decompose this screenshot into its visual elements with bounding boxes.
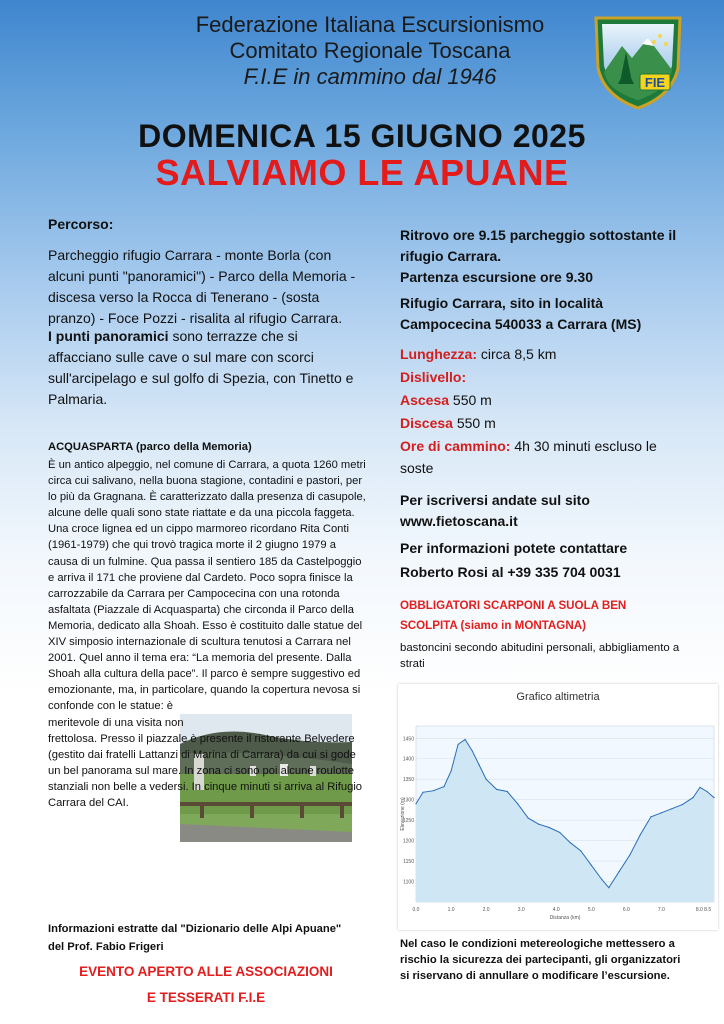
elevation-point: [496, 789, 497, 790]
logo-text: FIE: [644, 75, 666, 90]
y-tick-label: 1100: [403, 879, 414, 886]
elevation-point: [682, 804, 683, 805]
dislivello-label: Dislivello:: [400, 369, 467, 385]
punti-text: sono terrazze che si affacciano sulle cave o sul mare con scorci sull'arcipelago e sul golfo di Spezia, con Tinetto e Palmaria.: [48, 328, 354, 407]
info-line1: Per informazioni potete contattare: [400, 540, 628, 556]
acquasparta-body: È un antico alpeggio, nel comune di Carrara, a quota 1260 metri circa cui salivano, nella buona stagione, contadini e pastori, per lo più da Gragnana. È caratterizzato dalla presenza di casupole, alcune delle quali sono state riattate e da una piccola faggeta. Una croce lignea ed un cippo marmoreo ricordano Rita Conti (1961-1979) che qui trovò tragica morte il 2 giugno 1979 a causa di un fulmine. Qua passa il sentiero 185 da Castelpoggio e arriva il 171 che proviene dal Cardeto. Poco sopra finisce la carrozzabile da Carrara per Campocecina con una rotonda asfaltata (Piazzale di Acquasparta) che circonda il Parco della Memoria, dedicato alla Shoah. Esso è costituito dalle statue del XIV simposio internazionale di scultura tenutosi a Carrara nel 2001. Quel anno il tema era: “La memoria del presente. Dalla Shoah alla cultura della pace”. Il parco è sempre suggestivo ed emozionante, ma, in particolare, quando la copertura nevosa si confonde con le statue: è meritevole di una visita non frettolosa. Presso il piazzale è presente il ristorante Belvedere (gestito dai fratelli Lattanzi di Marina di Carrara) da cui si gode un bel panorama sul mare. In zona ci sono poi alcune roulotte stanziali non belle a vedersi. In cinque minuti si arriva al Rifugio Carrara del CAI.: [48, 459, 366, 809]
y-axis-label: Elevazione (m): [400, 797, 406, 831]
elevation-point: [671, 808, 672, 809]
elevation-point: [580, 850, 581, 851]
chart-title: Grafico altimetria: [516, 691, 600, 703]
elevation-point: [650, 816, 651, 817]
elevation-point: [661, 812, 662, 813]
ascesa-label: Ascesa: [400, 392, 450, 408]
elevation-point: [570, 842, 571, 843]
x-tick-label: 3.0: [517, 907, 525, 913]
discesa-row: [400, 412, 690, 434]
source-note: Informazioni estratte dal "Dizionario delle Alpi Apuane" del Prof. Fabio Frigeri: [48, 923, 342, 953]
elevation-point: [433, 790, 434, 791]
ore-value: 4h 30 minuti escluso le soste: [400, 438, 657, 476]
elevation-point: [538, 824, 539, 825]
y-tick-label: 1150: [403, 859, 414, 866]
elevation-point: [415, 803, 416, 804]
acquasparta-heading: ACQUASPARTA (parco della Memoria): [48, 441, 252, 453]
x-axis-label: Distanza (km): [549, 915, 581, 921]
iscriversi: Per iscriversi andate sul sito www.fietoscana.it: [400, 492, 590, 529]
elevation-point: [528, 817, 529, 818]
y-tick-label: 1300: [402, 797, 414, 804]
x-tick-label: 8.0 8.5: [695, 907, 712, 913]
event-open-line1: EVENTO APERTO ALLE ASSOCIAZIONI: [79, 964, 333, 979]
elevation-point: [443, 786, 444, 787]
discesa-label: Discesa: [400, 415, 453, 431]
elevation-chart-svg: [398, 684, 718, 930]
lunghezza-label: Lunghezza:: [400, 346, 477, 362]
elevation-point: [629, 854, 630, 855]
discesa-value: 550 m: [452, 415, 496, 431]
header-federation: Federazione Italiana Escursionismo: [195, 12, 545, 37]
y-tick-label: 1250: [402, 818, 414, 825]
elevation-point: [479, 764, 480, 765]
elevation-point: [471, 750, 472, 751]
x-tick-label: 2.0: [482, 907, 490, 913]
x-tick-label: 7.0: [657, 907, 665, 913]
rifugio: Rifugio Carrara, sito in località Campocecina 540033 a Carrara (MS): [400, 295, 642, 332]
lunghezza-value: circa 8,5 km: [477, 346, 557, 362]
x-tick-label: 1.0: [447, 907, 455, 913]
ore-label: Ore di cammino:: [400, 438, 511, 454]
x-tick-label: 5.0: [587, 907, 595, 913]
elevation-point: [507, 791, 508, 792]
event-title: SALVIAMO LE APUANE: [155, 152, 569, 193]
percorso-text: Parcheggio rifugio Carrara - monte Borla (con alcuni punti "panoramici") - Parco della Memoria - discesa verso la Rocca di Tenerano - (sosta pranzo) - Foce Pozzi - risalita al rifugio Carrara.: [48, 247, 356, 326]
acquasparta-text: [48, 457, 366, 811]
elevation-point: [706, 791, 707, 792]
elevation-point: [464, 739, 465, 740]
elevation-chart: [398, 684, 718, 930]
elevation-point: [559, 832, 560, 833]
event-date: DOMENICA 15 GIUGNO 2025: [138, 118, 586, 154]
header-motto: [150, 64, 590, 90]
elevation-point: [640, 834, 641, 835]
y-tick-label: 1400: [402, 756, 414, 763]
info-line2: Roberto Rosi al +39 335 704 0031: [400, 564, 621, 580]
ritrovo: Ritrovo ore 9.15 parcheggio sottostante il rifugio Carrara.: [400, 227, 677, 264]
x-tick-label: 0.0: [412, 907, 420, 913]
x-tick-label: 4.0: [552, 907, 560, 913]
lunghezza-row: [400, 343, 690, 365]
header-motto-text: F.I.E in cammino dal 1946: [243, 64, 497, 89]
partenza: Partenza escursione ore 9.30: [400, 269, 593, 285]
y-tick-label: 1450: [402, 736, 414, 743]
elevation-point: [517, 803, 518, 804]
elevation-point: [713, 797, 714, 798]
elevation-point: [619, 871, 620, 872]
elevation-point: [422, 792, 423, 793]
y-tick-label: 1200: [402, 838, 414, 845]
percorso-heading: Percorso:: [48, 216, 114, 232]
elevation-point: [692, 797, 693, 798]
meteo-note: Nel caso le condizioni metereologiche mettessero a rischio la sicurezza dei partecipanti, gli organizzatori si riservano di annullare o modificare l’escursione.: [400, 938, 681, 982]
event-open-line2: E TESSERATI F.I.E: [146, 990, 266, 1005]
elevation-point: [450, 770, 451, 771]
x-tick-label: 6.0: [622, 907, 630, 913]
ascesa-row: [400, 389, 690, 411]
ore-row: [400, 435, 680, 479]
ascesa-value: 550 m: [449, 392, 492, 408]
fie-logo: [592, 12, 684, 110]
dislivello-row: [400, 366, 690, 388]
header-committee: Comitato Regionale Toscana: [229, 38, 511, 63]
y-tick-label: 1350: [402, 777, 414, 784]
punti-bold: I punti panoramici: [48, 328, 169, 344]
elevation-point: [591, 865, 592, 866]
elevation-point: [608, 887, 609, 888]
elevation-point: [457, 744, 458, 745]
elevation-point: [699, 787, 700, 788]
elevation-point: [486, 779, 487, 780]
elevation-point: [601, 879, 602, 880]
punti-panoramici: [48, 326, 358, 410]
obbligatori: OBBLIGATORI SCARPONI A SUOLA BEN SCOLPITA (siamo in MONTAGNA): [400, 599, 627, 632]
bastoncini: bastoncini secondo abitudini personali, abbigliamento a strati: [400, 642, 680, 671]
elevation-point: [549, 827, 550, 828]
